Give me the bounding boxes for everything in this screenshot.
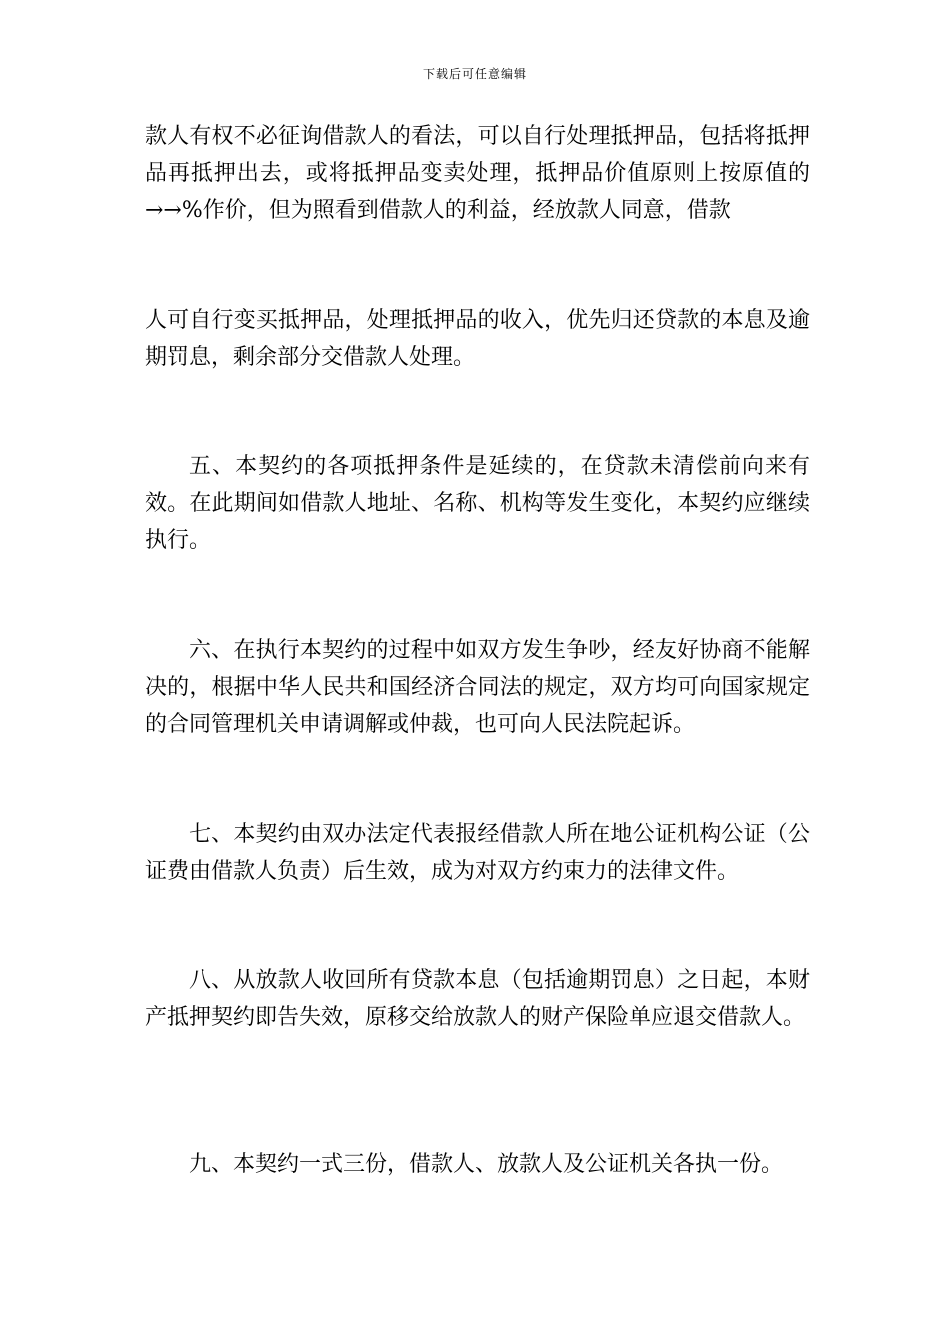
paragraph-1: 款人有权不必征询借款人的看法，可以自行处理抵押品，包括将抵押品再抵押出去，或将抵押品变卖处理，抵押品价值原则上按原值的→→%作价，但为照看到借款人的利益，经放款人同意，借款 (145, 124, 810, 223)
paragraph-clause-6: 六、在执行本契约的过程中如双方发生争吵，经友好协商不能解决的，根据中华人民共和国经济合同法的规定，双方均可向国家规定的合同管理机关申请调解或仲裁，也可向人民法院起诉。 (145, 638, 810, 737)
header-note: 下载后可任意编辑 (422, 67, 527, 81)
paragraph-clause-7: 七、本契约由双办法定代表报经借款人所在地公证机构公证（公证费由借款人负责）后生效，成为对双方约束力的法律文件。 (145, 822, 810, 884)
paragraph-clause-5: 五、本契约的各项抵押条件是延续的，在贷款未清偿前向来有效。在此期间如借款人地址、名称、机构等发生变化，本契约应继续执行。 (145, 454, 810, 553)
paragraph-clause-8: 八、从放款人收回所有贷款本息（包括逾期罚息）之日起，本财产抵押契约即告失效，原移交给放款人的财产保险单应退交借款人。 (145, 968, 810, 1030)
paragraph-clause-9: 九、本契约一式三份，借款人、放款人及公证机关各执一份。 (189, 1152, 784, 1177)
paragraph-2: 人可自行变买抵押品，处理抵押品的收入，优先归还贷款的本息及逾期罚息，剩余部分交借款人处理。 (145, 308, 810, 370)
